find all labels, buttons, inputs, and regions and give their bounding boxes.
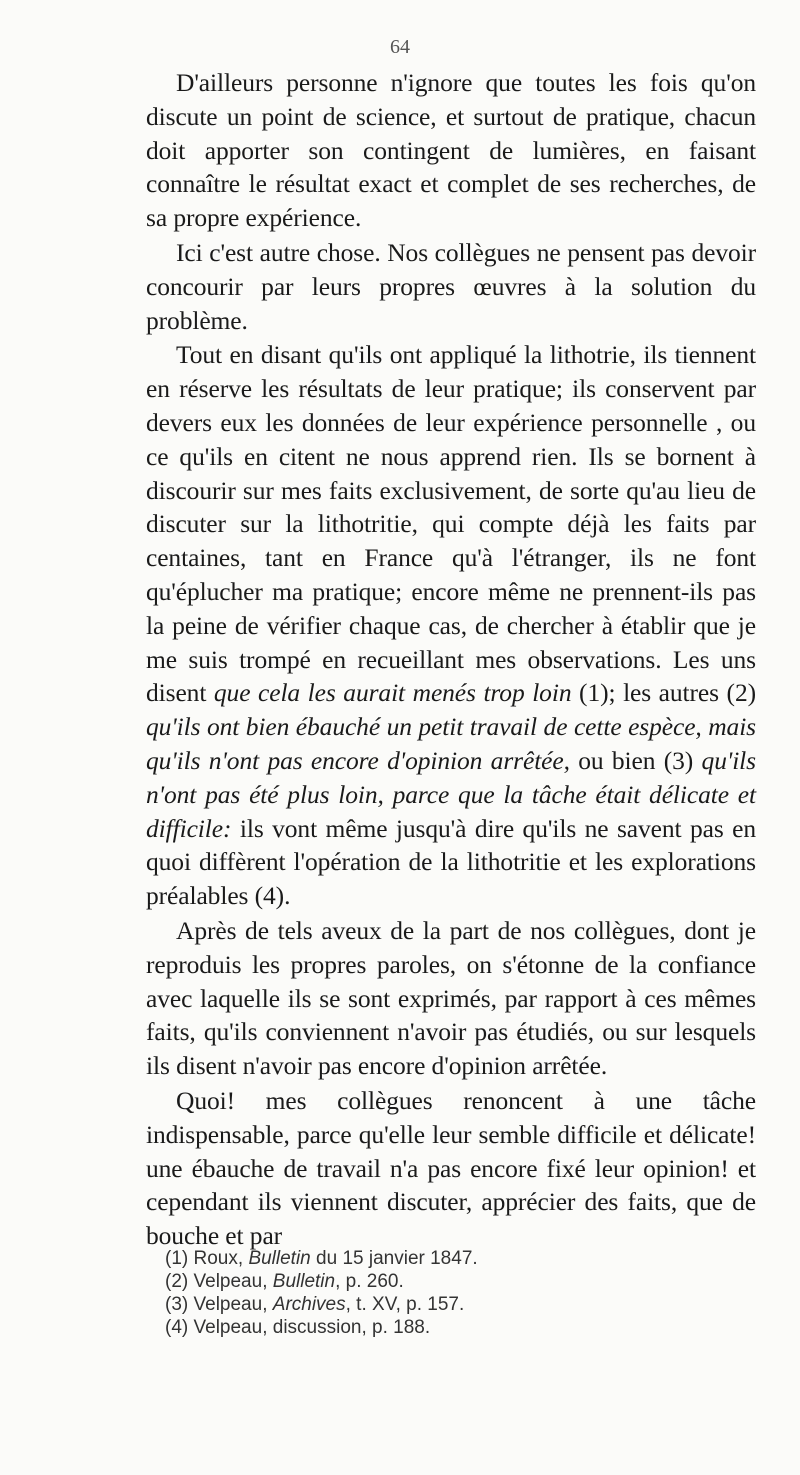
footnote-rest: discussion, p. 188.	[272, 1317, 431, 1338]
footnote-rest: , p. 260.	[335, 1271, 404, 1292]
page-number: 64	[390, 36, 410, 58]
paragraph-3-quote-b: qu'ils ont bien ébauché un petit travail de cette espèce, mais qu'ils n'ont pas encore d'opinion arrêtée,	[146, 712, 756, 775]
footnote-work: Bulletin	[248, 1248, 311, 1269]
paragraph-4: Après de tels aveux de la part de nos collègues, dont je reproduis les propres paroles, on s'étonne de la confiance avec laquelle ils se sont exprimés, par rapport à ces mêmes faits, qu'ils conviennent n'avoir pas étudiés, ou sur lesquels ils disent n'avoir pas encore d'opinion arrêtée.	[146, 915, 756, 1081]
footnote	[165, 1293, 725, 1316]
footnote-author: Velpeau,	[193, 1271, 273, 1292]
paragraph-5: Quoi! mes collègues renoncent à une tâche indispensable, parce qu'elle leur semble difficile et délicate! une ébauche de travail n'a pas encore fixé leur opinion! et cependant ils viennent discuter, apprécier des faits, que de bouche et par	[146, 1085, 756, 1251]
paragraph-2: Ici c'est autre chose. Nos collègues ne pensent pas devoir concourir par leurs propres œuvres à la solution du problème.	[146, 237, 756, 335]
footnotes	[165, 1247, 725, 1339]
paragraph-3-text-a: Tout en disant qu'ils ont appliqué la lithotrie, ils tiennent en réserve les résultats de leur pratique; ils conservent par devers eux les données de leur expérience personnelle , ou ce qu'ils en citent ne nous apprend rien. Ils se bornent à discourir sur mes faits exclusivement, de sorte qu'au lieu de discuter sur la lithotritie, qui compte déjà les faits par centaines, tant en France qu'à l'étranger, ils ne font qu'éplucher ma pratique; encore même ne prennent-ils pas la peine de vérifier chaque cas, de chercher à établir que je me suis trompé en recueillant mes observations. Les uns disent	[146, 340, 756, 708]
paragraph-1: D'ailleurs personne n'ignore que toutes les fois qu'on discute un point de science, et surtout de pratique, chacun doit apporter son contingent de lumières, en faisant connaître le résultat exact et complet de ses recherches, de sa propre expérience.	[146, 68, 756, 233]
paragraph-3	[146, 338, 756, 913]
paragraph-3-text-c: ou bien (3)	[569, 745, 702, 775]
footnote	[165, 1316, 725, 1339]
body-text	[146, 66, 756, 1253]
footnote-work: Bulletin	[272, 1271, 336, 1292]
footnote-number: (1)	[165, 1248, 189, 1269]
paragraph-3-quote-a: que cela les aurait menés trop loin	[213, 678, 572, 708]
footnote-rest: , t. XV, p. 157.	[345, 1294, 465, 1315]
footnote-number: (3)	[165, 1294, 189, 1315]
paragraph-3-text-b: (1); les autres (2)	[571, 678, 756, 708]
footnote-number: (2)	[165, 1271, 189, 1292]
footnote-rest: du 15 janvier 1847.	[310, 1248, 478, 1269]
footnote-number: (4)	[165, 1317, 189, 1338]
footnote-author: Velpeau,	[193, 1294, 273, 1315]
footnote	[165, 1270, 725, 1293]
footnote-author: Velpeau,	[193, 1317, 273, 1338]
footnote-author: Roux,	[193, 1248, 249, 1269]
footnote	[165, 1247, 725, 1270]
paragraph-3-text-d: ils vont même jusqu'à dire qu'ils ne savent pas en quoi diffèrent l'opération de la lithotritie et les explorations préalables (4).	[146, 813, 756, 911]
paragraph-3-quote-c: qu'ils n'ont pas été plus loin, parce que la tâche était délicate et difficile:	[146, 745, 756, 843]
footnote-work: Archives	[272, 1294, 346, 1315]
